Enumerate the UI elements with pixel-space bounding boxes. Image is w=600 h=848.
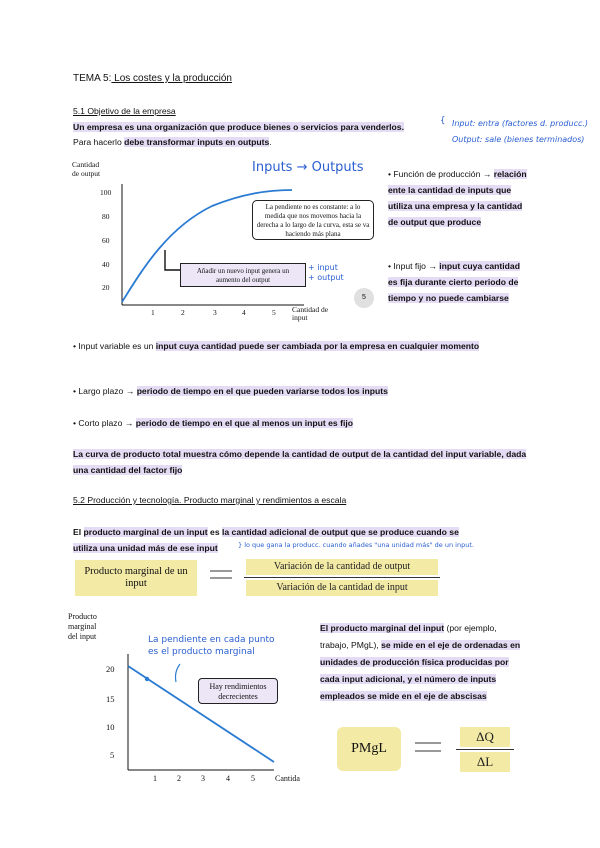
formula-denominator: Variación de la cantidad de input <box>246 580 438 596</box>
formula-fraction-bar <box>244 577 440 578</box>
section-heading-5-2: 5.2 Producción y tecnología. Producto marginal y rendimientos a escala <box>73 495 347 505</box>
delta-l: ΔL <box>460 752 510 772</box>
chart2-note-decreasing-returns: Hay rendimientos decrecientes <box>198 678 278 704</box>
bullet-input-variable: • Input variable es un input cuya cantidad puede ser cambiada por la empresa en cualquier momento <box>73 341 480 351</box>
production-function-chart <box>72 160 382 330</box>
chart1-xtick: 1 <box>151 308 155 317</box>
chart1-ytick: 20 <box>102 283 110 292</box>
curva-producto-total: La curva de producto total muestra cómo depende la cantidad de output de la cantidad del input variable, dada una cantidad del factor fijo <box>73 449 527 475</box>
chart2-xtick: 5 <box>251 774 255 783</box>
intro-line-2: Para hacerlo debe transformar inputs en outputs. <box>73 137 272 147</box>
formula-equals-icon <box>210 570 232 579</box>
pmgl-fraction-bar <box>456 749 514 750</box>
chart1-ytick: 40 <box>102 260 110 269</box>
chart1-plot <box>72 160 382 330</box>
chart2-ytick: 5 <box>110 750 115 760</box>
chart1-xtick: 3 <box>213 308 217 317</box>
marginal-def-line-2: utiliza una unidad más de ese input <box>73 543 218 553</box>
chart2-ytick: 15 <box>106 694 115 704</box>
marginal-product-explanation: El producto marginal del input (por ejemplo, trabajo, PMgL), se mide en el eje de ordenadas en unidades de producción física producidas por cada input adicional, y el número de inputs empleados se mide en el eje de abscisas <box>320 623 521 701</box>
chart1-ylabel: Cantidad de output <box>72 160 101 178</box>
chart2-xtick: 1 <box>153 774 157 783</box>
chart1-xtick: 5 <box>272 308 276 317</box>
pmgl-equals-icon <box>415 742 441 752</box>
chart1-ytick: 80 <box>102 212 110 221</box>
page-title: TEMA 5: Los costes y la producción <box>73 73 232 84</box>
chart1-handwritten-plus: + input + output <box>308 263 344 282</box>
chart2-xtick: 4 <box>226 774 230 783</box>
handwritten-brace: { <box>440 116 446 126</box>
chart1-ytick: 100 <box>100 188 112 197</box>
bullet-corto-plazo: • Corto plazo → periodo de tiempo en el que al menos un input es fijo <box>73 418 353 428</box>
chart1-xtick: 4 <box>242 308 246 317</box>
chart1-note-added-input: Añadir un nuevo input genera un aumento del output <box>180 263 306 287</box>
chart2-ylabel: Producto marginal del input <box>68 612 97 641</box>
chart2-handwritten-note: La pendiente en cada punto es el producto marginal <box>148 635 275 657</box>
chart2-arrow-icon <box>176 664 181 682</box>
marginal-product-chart <box>68 612 318 792</box>
chart1-xtick: 2 <box>181 308 185 317</box>
chart1-note-slope: La pendiente no es constante: a lo medida que nos movemos hacia la derecha a lo largo de la curva, esta se va haciendo más plana <box>252 200 374 240</box>
bullet-largo-plazo: • Largo plazo → periodo de tiempo en el que pueden variarse todos los inputs <box>73 386 388 396</box>
chart2-xtick: 2 <box>177 774 181 783</box>
handwritten-note-input: Input: entra (factores d. producc.) <box>452 119 589 128</box>
formula-numerator: Variación de la cantidad de output <box>246 559 438 575</box>
chart1-xlabel: Cantidad de input <box>292 305 329 322</box>
formula-left-box: Producto marginal de un input <box>75 560 197 596</box>
chart2-xtick: 3 <box>201 774 205 783</box>
chart2-ytick: 10 <box>106 722 115 732</box>
intro-line-1: Un empresa es una organización que produce bienes o servicios para venderlos. <box>73 122 404 132</box>
section-heading-5-1: 5.1 Objetivo de la empresa <box>73 106 176 116</box>
bullet-funcion-produccion: • Función de producción → relación ente la cantidad de inputs que utiliza una empresa y la cantidad de output que produce <box>388 169 527 227</box>
chart1-handwritten-title: Inputs → Outputs <box>252 160 364 175</box>
handwritten-note-output: Output: sale (bienes terminados) <box>452 135 585 144</box>
delta-q: ΔQ <box>460 727 510 747</box>
marginal-def-line-1: El producto marginal de un input es la cantidad adicional de output que se produce cuando se <box>73 527 459 537</box>
chart2-xlabel: Cantida <box>275 774 300 783</box>
bullet-input-fijo: • Input fijo → input cuya cantidad es fija durante cierto periodo de tiempo y no puede cambiarse <box>388 261 520 303</box>
chart2-ytick: 20 <box>106 664 115 674</box>
handwritten-note-marginal: } lo que gana la producc. cuando añades "una unidad más" de un input. <box>238 541 474 549</box>
pmgl-box: PMgL <box>337 727 401 771</box>
page-number-badge: 5 <box>354 288 374 308</box>
chart2-point <box>145 677 149 681</box>
chart1-ytick: 60 <box>102 236 110 245</box>
